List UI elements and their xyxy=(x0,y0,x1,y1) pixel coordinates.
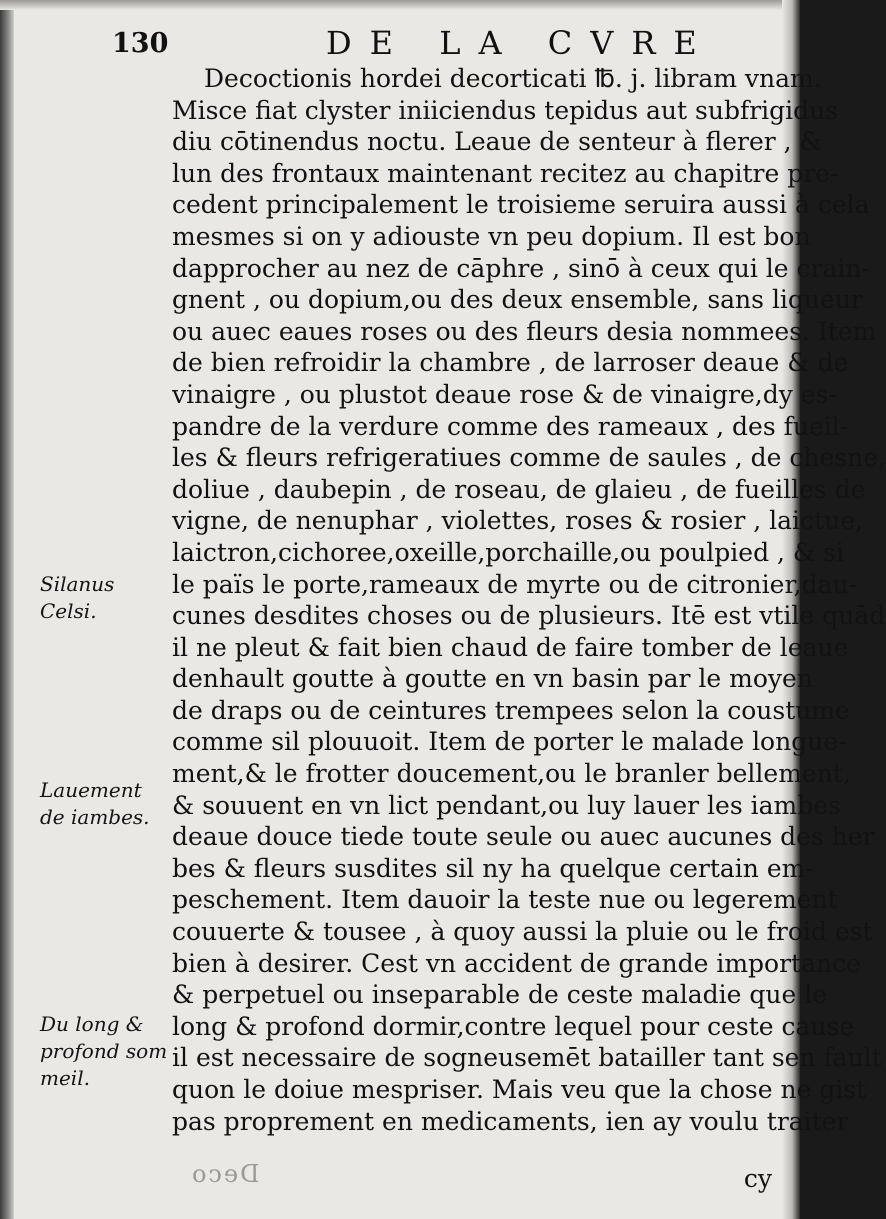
text-line: quon le doiue mespriser. Mais veu que la chose ne gist xyxy=(172,1075,867,1104)
binding-gutter xyxy=(0,0,14,1219)
text-line: mesmes si on y adiouste vn peu dopium. Il est bon xyxy=(172,221,811,251)
text-line: ment,& le frotter doucement,ou le branler bellement, xyxy=(172,759,851,789)
bleed-through-text: Deco xyxy=(190,1160,260,1188)
text-line: de draps ou de ceintures trempees selon la coustume xyxy=(172,695,850,725)
page-number: 130 xyxy=(112,28,169,59)
text-line: de bien refroidir la chambre , de larroser deaue & de xyxy=(172,348,849,378)
text-line: il est necessaire de sogneusemēt batailler tant sen fault xyxy=(172,1043,882,1073)
text-line: pandre de la verdure comme des rameaux , des fueil- xyxy=(172,411,849,441)
text-line: le païs le porte,rameaux de myrte ou de citronier,dau- xyxy=(172,569,858,599)
text-line: peschement. Item dauoir la teste nue ou legerement xyxy=(172,885,838,915)
margin-note: Lauement de iambes. xyxy=(40,778,150,829)
text-line: ou auec eaues roses ou des fleurs desia nommees. Item xyxy=(172,316,877,346)
page-header xyxy=(112,24,802,64)
text-line: lun des frontaux maintenant recitez au chapitre pre- xyxy=(172,158,839,188)
text-line: denhault goutte à goutte en vn basin par le moyen xyxy=(172,664,813,694)
text-line: cunes desdites choses ou de plusieurs. Itē est vtile quād xyxy=(172,601,886,631)
text-line: gnent , ou dopium,ou des deux ensemble, sans liqueur xyxy=(172,285,863,315)
text-line: couuerte & tousee , à quoy aussi la pluie ou le froid est xyxy=(172,917,873,947)
text-line: il ne pleut & fait bien chaud de faire tomber de leaue xyxy=(172,632,849,662)
page-top-edge xyxy=(0,0,800,10)
text-line: dapprocher au nez de cāphre , sinō à ceux qui le crain- xyxy=(172,253,870,283)
text-line: laictron,cichoree,oxeille,porchaille,ou poulpied , & si xyxy=(172,537,844,567)
text-line: bien à desirer. Cest vn accident de grande importance xyxy=(172,948,861,978)
margin-note: Silanus Celsi. xyxy=(40,572,115,623)
margin-note: Du long & profond som meil. xyxy=(40,1012,168,1090)
text-line: pas proprement en medicaments, ien ay voulu traiter xyxy=(172,1106,849,1136)
text-line: Misce fiat clyster iniiciendus tepidus aut subfrigidus xyxy=(172,95,839,125)
text-line: deaue douce tiede toute seule ou auec aucunes des her xyxy=(172,822,875,852)
text-line: les & fleurs refrigeratiues comme de saules , de chesne, xyxy=(172,443,886,473)
catchword: cy xyxy=(743,1164,772,1193)
text-line: doliue , daubepin , de roseau, de glaieu , de fueilles de xyxy=(172,474,866,504)
text-line: vigne, de nenuphar , violettes, roses & rosier , laictue, xyxy=(172,506,863,536)
text-line: & perpetuel ou inseparable de ceste maladie que le xyxy=(172,980,828,1010)
text-line: & souuent en vn lict pendant,ou luy lauer les iambes xyxy=(172,790,841,820)
text-line: diu cōtinendus noctu. Leaue de senteur à flerer , & xyxy=(172,127,822,157)
text-line: comme sil plouuoit. Item de porter le malade longue- xyxy=(172,727,847,757)
text-line: long & profond dormir,contre lequel pour ceste cause xyxy=(172,1011,855,1041)
text-line: bes & fleurs susdites sil ny ha quelque certain em- xyxy=(172,853,814,883)
running-title: DE LA CVRE xyxy=(326,24,715,62)
text-line: Decoctionis hordei decorticati ℔. j. libram vnam. xyxy=(204,64,822,93)
text-line: vinaigre , ou plustot deaue rose & de vinaigre,dy es- xyxy=(172,379,837,409)
body-text xyxy=(172,63,886,1137)
text-line: cedent principalement le troisieme seruira aussi à cela xyxy=(172,190,870,220)
